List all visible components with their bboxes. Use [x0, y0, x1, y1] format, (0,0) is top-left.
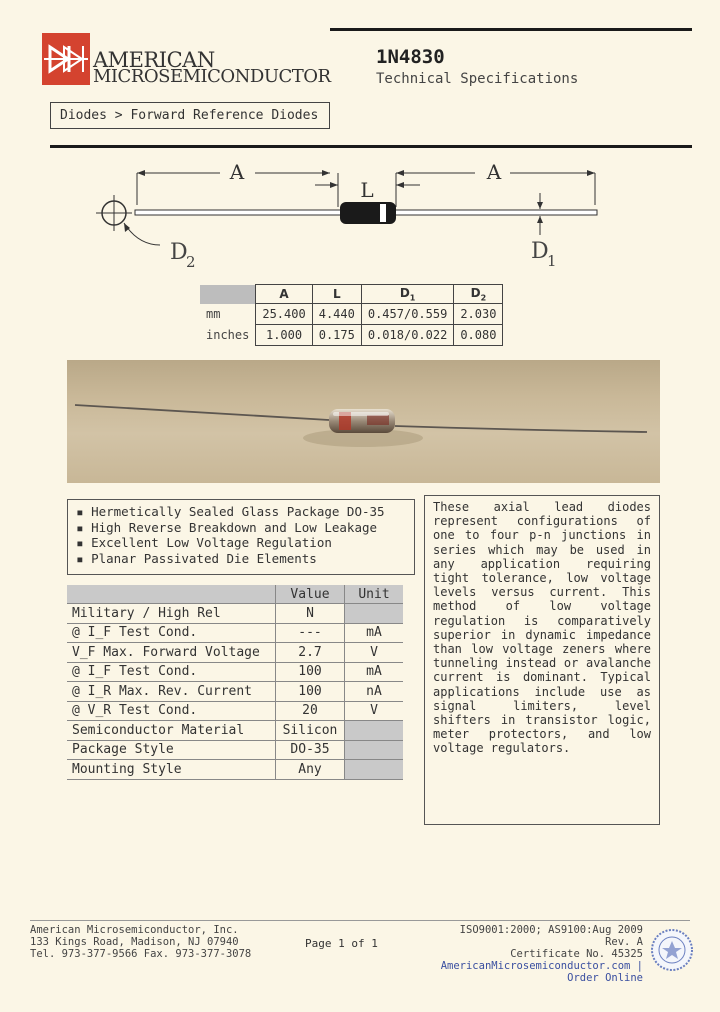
spec-param: @ V_R Test Cond.	[67, 701, 276, 721]
spec-param: Mounting Style	[67, 760, 276, 780]
spec-row	[67, 662, 403, 682]
breadcrumb-rule	[50, 145, 692, 148]
part-number: 1N4830	[376, 46, 445, 68]
spec-param: @ I_F Test Cond.	[67, 662, 276, 682]
spec-row	[67, 682, 403, 702]
page-indicator: Page 1 of 1	[305, 937, 378, 950]
dims-unit: mm	[206, 307, 221, 322]
company-name-line1: AMERICAN	[93, 48, 215, 72]
feature-item: ▪ Hermetically Sealed Glass Package DO-35	[76, 504, 385, 519]
footer-certification	[430, 924, 643, 984]
spec-unit	[345, 604, 404, 624]
dims-row-inches	[200, 325, 503, 346]
website-link[interactable]: AmericanMicrosemiconductor.com	[440, 960, 631, 972]
dimension-diagram	[90, 155, 630, 275]
spec-value: ---	[276, 623, 345, 643]
spec-row	[67, 740, 403, 760]
order-online-link[interactable]: Order Online	[567, 972, 643, 984]
spec-value: 2.7	[276, 643, 345, 663]
dims-header-a: A	[256, 285, 312, 304]
spec-row	[67, 604, 403, 624]
specs-table	[67, 585, 403, 780]
dims-cell: 4.440	[312, 304, 361, 325]
footer-address	[30, 924, 251, 960]
dims-cell: 2.030	[454, 304, 503, 325]
product-description: These axial lead diodes represent configurations of one to four p-n junctions in series which may be used in any application requiring tight tolerance, low voltage levels versus current. This method of low voltage regulation is comparatively superior in dynamic impedance than low voltage zeners where tunneling instead or avalanche current is dominant. Typical applications include use as signal limiters, level shifters in transistor logic, meter protectors, and low voltage regulators.	[424, 495, 660, 825]
dims-cell: 25.400	[256, 304, 312, 325]
dims-unit: inches	[206, 328, 250, 343]
dims-corner	[200, 285, 256, 304]
spec-param: Semiconductor Material	[67, 721, 276, 741]
spec-unit: nA	[345, 682, 404, 702]
link-separator: |	[630, 960, 643, 972]
specs-header-unit: Unit	[345, 585, 404, 604]
spec-row	[67, 623, 403, 643]
dims-cell: 1.000	[256, 325, 312, 346]
spec-param: @ I_F Test Cond.	[67, 623, 276, 643]
spec-unit: V	[345, 643, 404, 663]
footer-phone: Tel. 973-377-9566 Fax. 973-377-3078	[30, 948, 252, 960]
spec-value: Silicon	[276, 721, 345, 741]
spec-value: Any	[276, 760, 345, 780]
feature-item: ▪ Excellent Low Voltage Regulation	[76, 535, 332, 550]
dims-cell: 0.018/0.022	[361, 325, 453, 346]
header-rule	[330, 28, 692, 31]
footer-iso: ISO9001:2000; AS9100:Aug 2009 Rev. A	[459, 924, 643, 948]
spec-value: N	[276, 604, 345, 624]
feature-item: ▪ High Reverse Breakdown and Low Leakage	[76, 519, 378, 535]
company-name-line2: MICROSEMICONDUCTOR	[93, 66, 331, 87]
spec-row	[67, 760, 403, 780]
spec-value: 100	[276, 662, 345, 682]
company-logo-icon	[42, 33, 90, 85]
spec-unit	[345, 740, 404, 760]
footer-rule	[30, 920, 690, 921]
dims-cell: 0.175	[312, 325, 361, 346]
feature-item: ▪ Planar Passivated Die Elements	[76, 550, 317, 566]
spec-param: Package Style	[67, 740, 276, 760]
label-l: L	[360, 178, 374, 202]
certification-seal-icon	[650, 928, 694, 972]
dims-cell: 0.080	[454, 325, 503, 346]
label-d1-sub: 1	[547, 252, 557, 270]
spec-param: @ I_R Max. Rev. Current	[67, 682, 276, 702]
label-d2-sub: 2	[186, 253, 196, 271]
spec-value: DO-35	[276, 740, 345, 760]
product-photo	[67, 360, 660, 483]
dims-row-mm	[200, 304, 503, 325]
spec-value: 100	[276, 682, 345, 702]
dims-header-l: L	[312, 285, 361, 304]
spec-param: V_F Max. Forward Voltage	[67, 643, 276, 663]
specs-header-param	[67, 585, 276, 604]
label-a-left: A	[229, 160, 245, 184]
dims-cell: 0.457/0.559	[361, 304, 453, 325]
feature-list	[67, 499, 415, 575]
dims-header-d2: $D_2$	[454, 285, 503, 304]
spec-unit: V	[345, 701, 404, 721]
page-subtitle: Technical Specifications	[376, 71, 579, 87]
label-a-right: A	[486, 160, 502, 184]
label-d1: D	[531, 239, 549, 264]
spec-unit	[345, 721, 404, 741]
specs-header-value: Value	[276, 585, 345, 604]
label-d2: D	[170, 240, 188, 265]
footer-certificate: Certificate No. 45325	[510, 948, 643, 960]
footer-company: American Microsemiconductor, Inc.	[30, 924, 239, 936]
dims-header-d1: $D_1$	[361, 285, 453, 304]
spec-row	[67, 721, 403, 741]
spec-unit: mA	[345, 662, 404, 682]
spec-value: 20	[276, 701, 345, 721]
spec-unit: mA	[345, 623, 404, 643]
spec-row	[67, 701, 403, 721]
dimensions-table	[200, 284, 503, 346]
footer-street: 133 Kings Road, Madison, NJ 07940	[30, 936, 239, 948]
breadcrumb[interactable]: Diodes > Forward Reference Diodes	[50, 102, 330, 129]
spec-unit	[345, 760, 404, 780]
spec-row	[67, 643, 403, 663]
spec-param: Military / High Rel	[67, 604, 276, 624]
